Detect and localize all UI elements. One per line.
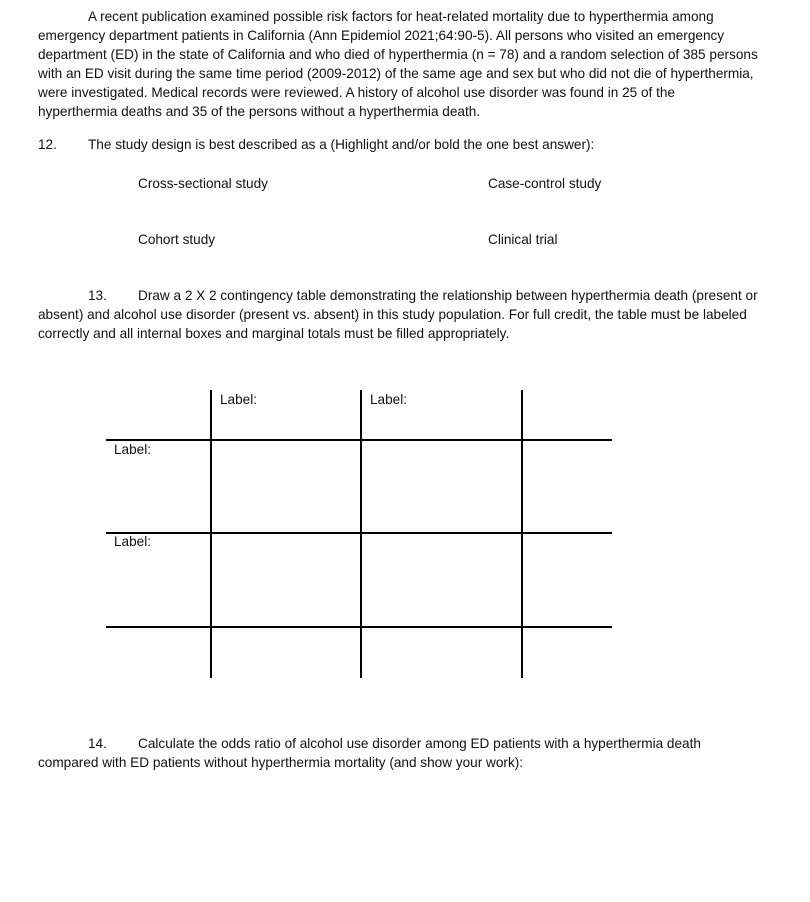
intro-paragraph: A recent publication examined possible risk factors for heat-related mortality due to hyperthermia among emergency department patients in California (Ann Epidemiol 2021;64:90-5). All persons who visited an emergency department (ED) in the state of California and who died of hyperthermia (n = 78) and a random selection of 385 persons with an ED visit during the same time period (2009-2012) of the same age and sex but who did not die of hyperthermia, were investigated. Medical records were reviewed. A history of alcohol use disorder was found in 25 of the hyperthermia deaths and 35 of the persons without a hyperthermia death. xyxy=(38,9,758,119)
col-label-2[interactable]: Label: xyxy=(370,392,408,407)
q12-text: The study design is best described as a (Highlight and/or bold the one best answer): xyxy=(88,137,595,152)
table-hline-2 xyxy=(106,532,612,534)
option-clinical-trial[interactable]: Clinical trial xyxy=(488,232,558,247)
q14-paragraph xyxy=(38,734,758,772)
q14-number: 14. xyxy=(88,736,107,751)
table-hline-3 xyxy=(106,626,612,628)
col-label-1[interactable]: Label: xyxy=(220,392,258,407)
q13-text: Draw a 2 X 2 contingency table demonstrating the relationship between hyperthermia death (present or absent) and alcohol use disorder (present vs. absent) in this study population. For full credit, the table must be labeled correctly and all internal boxes and marginal totals must be filled appropriately. xyxy=(38,288,758,341)
row-label-1[interactable]: Label: xyxy=(114,442,152,457)
row-label-2[interactable]: Label: xyxy=(114,534,152,549)
table-vline-3 xyxy=(521,390,523,678)
option-case-control[interactable]: Case-control study xyxy=(488,176,602,191)
q14-text: Calculate the odds ratio of alcohol use disorder among ED patients with a hyperthermia death compared with ED patients without hyperthermia mortality (and show your work): xyxy=(38,736,701,770)
option-cross-sectional[interactable]: Cross-sectional study xyxy=(138,176,268,191)
q12-number: 12. xyxy=(38,137,57,152)
q13-paragraph xyxy=(38,286,758,343)
table-vline-1 xyxy=(210,390,212,678)
table-vline-2 xyxy=(360,390,362,678)
option-cohort[interactable]: Cohort study xyxy=(138,232,216,247)
table-hline-1 xyxy=(106,439,612,441)
q13-number: 13. xyxy=(88,288,107,303)
